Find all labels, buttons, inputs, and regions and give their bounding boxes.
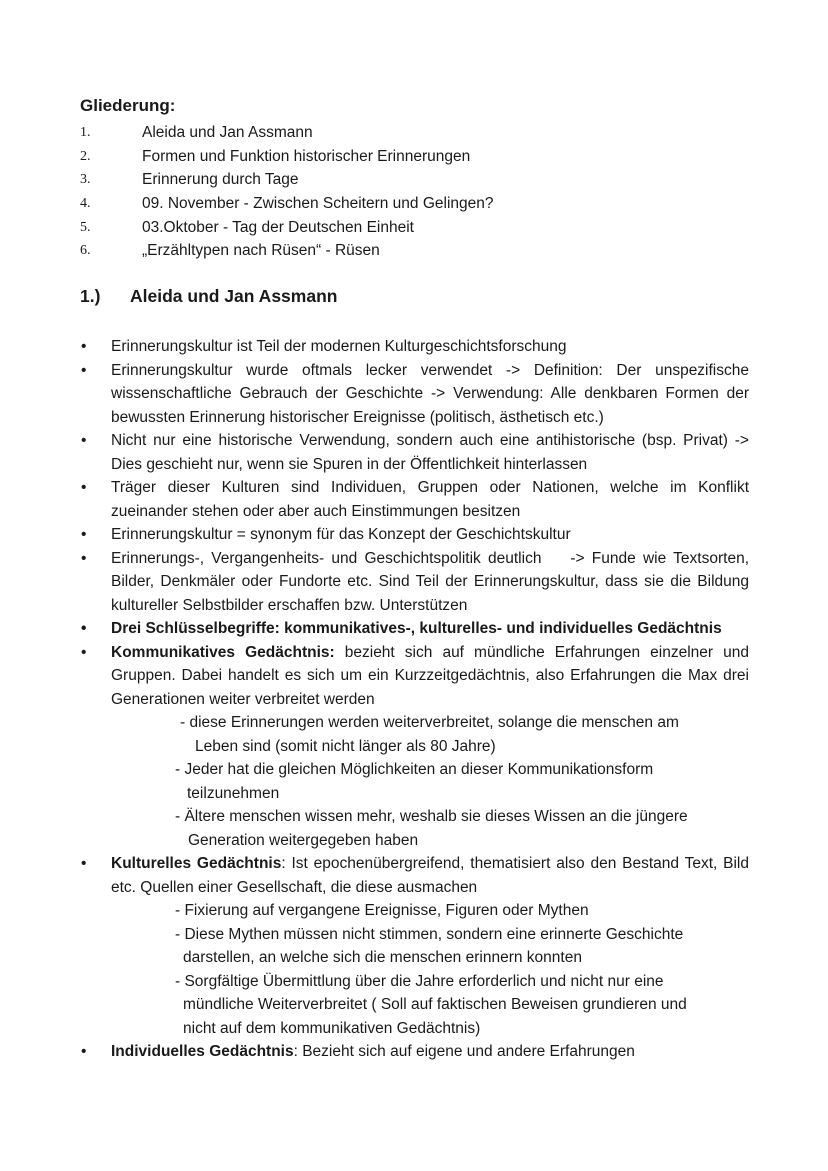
bullet-item bbox=[0, 852, 749, 899]
outline-title: Gliederung: bbox=[80, 96, 176, 115]
bullet-item bbox=[0, 641, 749, 712]
section-title: Aleida und Jan Assmann bbox=[130, 286, 338, 306]
section-heading bbox=[80, 286, 337, 307]
bullet-item bbox=[0, 1040, 749, 1064]
outline-item-number: 1. bbox=[80, 125, 91, 140]
bullet-icon: • bbox=[81, 620, 87, 637]
outline-item-text: Formen und Funktion historischer Erinnerungen bbox=[142, 147, 471, 165]
sub-item bbox=[0, 899, 750, 923]
bullet-icon: • bbox=[81, 549, 87, 567]
outline-item-number: 3. bbox=[80, 172, 91, 188]
outline-item bbox=[80, 121, 740, 145]
outline-item-text: „Erzähltypen nach Rüsen“ - Rüsen bbox=[142, 242, 380, 260]
outline-item-number: 5. bbox=[80, 219, 91, 235]
sub-item-line: darstellen, an welche sich die menschen erinnern konnten bbox=[183, 949, 582, 966]
sub-item-line: - Diese Mythen müssen nicht stimmen, sondern eine erinnerte Geschichte bbox=[175, 925, 684, 943]
outline-item-number: 4. bbox=[80, 196, 91, 212]
section-number: 1.) bbox=[80, 286, 101, 306]
outline-item-text: 03.Oktober - Tag der Deutschen Einheit bbox=[142, 218, 414, 236]
sub-item-line: - Fixierung auf vergangene Ereignisse, Figuren oder Mythen bbox=[175, 902, 589, 919]
bullet-icon: • bbox=[81, 1043, 87, 1060]
sub-item bbox=[0, 805, 750, 852]
sub-item bbox=[0, 970, 750, 1041]
sub-item bbox=[0, 923, 750, 970]
sub-item-line: teilzunehmen bbox=[187, 784, 280, 802]
sub-item-line: - diese Erinnerungen werden weiterverbreitet, solange die menschen am bbox=[180, 714, 679, 731]
bullet-text: Nicht nur eine historische Verwendung, sondern auch eine antihistorische (bsp. Privat) -> Dies geschieht nur, wenn sie Spuren in der Öffentlichkeit hinterlassen bbox=[111, 432, 749, 473]
bullet-text: Träger dieser Kulturen sind Individuen, Gruppen oder Nationen, welche im Konflikt zueinander stehen oder aber auch Einstimmungen besitzen bbox=[111, 479, 749, 520]
sub-item-line: nicht auf dem kommunikativen Gedächtnis) bbox=[183, 1019, 481, 1037]
sub-item bbox=[0, 711, 750, 758]
bullet-item bbox=[0, 359, 749, 430]
sub-item bbox=[0, 758, 750, 805]
sub-item-line: - Ältere menschen wissen mehr, weshalb sie dieses Wissen an die jüngere bbox=[175, 808, 688, 825]
bullet-term: Kulturelles Gedächtnis bbox=[111, 855, 282, 872]
bullet-item bbox=[0, 617, 749, 641]
bullet-icon: • bbox=[81, 361, 87, 379]
sub-item-line: - Jeder hat die gleichen Möglichkeiten an dieser Kommunikationsform bbox=[175, 761, 654, 778]
bullet-text: Erinnerungs-, Vergangenheits- und Geschichtspolitik deutlich -> Funde wie Textsorten, Bilder, Denkmäler oder Fundorte etc. Sind Teil der Erinnerungskultur, dass sie die Bildung kultureller Selbstbilder erschaffen bzw. Unterstützen bbox=[111, 549, 754, 614]
outline-item bbox=[80, 216, 740, 240]
outline-item-number: 6. bbox=[80, 243, 91, 259]
sub-item-line: Leben sind (somit nicht länger als 80 Jahre) bbox=[195, 737, 496, 755]
bullet-icon: • bbox=[81, 432, 87, 449]
sub-item-line: Generation weitergegeben haben bbox=[188, 831, 419, 849]
bullet-item bbox=[0, 476, 749, 523]
bullet-text: bezieht sich auf mündliche Erfahrungen einzelner und Gruppen. Dabei handelt es sich um ein Kurzzeitgedächtnis, also Erfahrungen die Max drei Generationen weiter verbreitet werden bbox=[111, 643, 749, 708]
outline-item bbox=[80, 168, 740, 192]
bullet-text: Erinnerungskultur ist Teil der modernen Kulturgeschichtsforschung bbox=[111, 338, 567, 355]
outline-item-text: 09. November - Zwischen Scheitern und Gelingen? bbox=[142, 195, 494, 213]
bullet-item bbox=[0, 335, 749, 359]
outline-item-text: Erinnerung durch Tage bbox=[142, 171, 299, 189]
bullet-text: : Ist epochenübergreifend, thematisiert also den Bestand Text, Bild etc. Quellen einer Gesellschaft, die diese ausmachen bbox=[111, 855, 749, 896]
bullet-icon: • bbox=[81, 479, 87, 496]
outline-item-number: 2. bbox=[80, 148, 91, 164]
outline-item bbox=[80, 145, 740, 169]
outline-item bbox=[80, 239, 740, 263]
outline-item bbox=[80, 192, 740, 216]
outline-list bbox=[80, 121, 740, 263]
sub-item-line: mündliche Weiterverbreitet ( Soll auf faktischen Beweisen grundieren und bbox=[183, 996, 687, 1013]
bullet-term: Kommunikatives Gedächtnis: bbox=[111, 643, 335, 661]
section-body bbox=[0, 335, 828, 1064]
bullet-item bbox=[0, 523, 749, 547]
bullet-text: Erinnerungskultur = synonym für das Konzept der Geschichtskultur bbox=[111, 526, 571, 543]
bullet-term: Individuelles Gedächtnis bbox=[111, 1043, 294, 1060]
bullet-icon: • bbox=[81, 338, 87, 355]
bullet-icon: • bbox=[81, 526, 87, 543]
bullet-text: Drei Schlüsselbegriffe: kommunikatives-, kulturelles- und individuelles Gedächtnis bbox=[111, 620, 722, 637]
bullet-icon: • bbox=[81, 643, 87, 661]
bullet-item bbox=[0, 547, 754, 618]
outline-item-text: Aleida und Jan Assmann bbox=[142, 124, 313, 141]
bullet-text: : Bezieht sich auf eigene und andere Erfahrungen bbox=[293, 1043, 635, 1060]
bullet-icon: • bbox=[81, 855, 87, 872]
bullet-text: Erinnerungskultur wurde oftmals lecker verwendet -> Definition: Der unspezifische wissenschaftliche Gebrauch der Geschichte -> Verwendung: Alle denkbaren Formen der bewussten Erinnerung historischer Ereignisse (politisch, ästhetisch etc.) bbox=[111, 361, 749, 426]
sub-item-line: - Sorgfältige Übermittlung über die Jahre erforderlich und nicht nur eine bbox=[175, 972, 664, 990]
bullet-item bbox=[0, 429, 749, 476]
